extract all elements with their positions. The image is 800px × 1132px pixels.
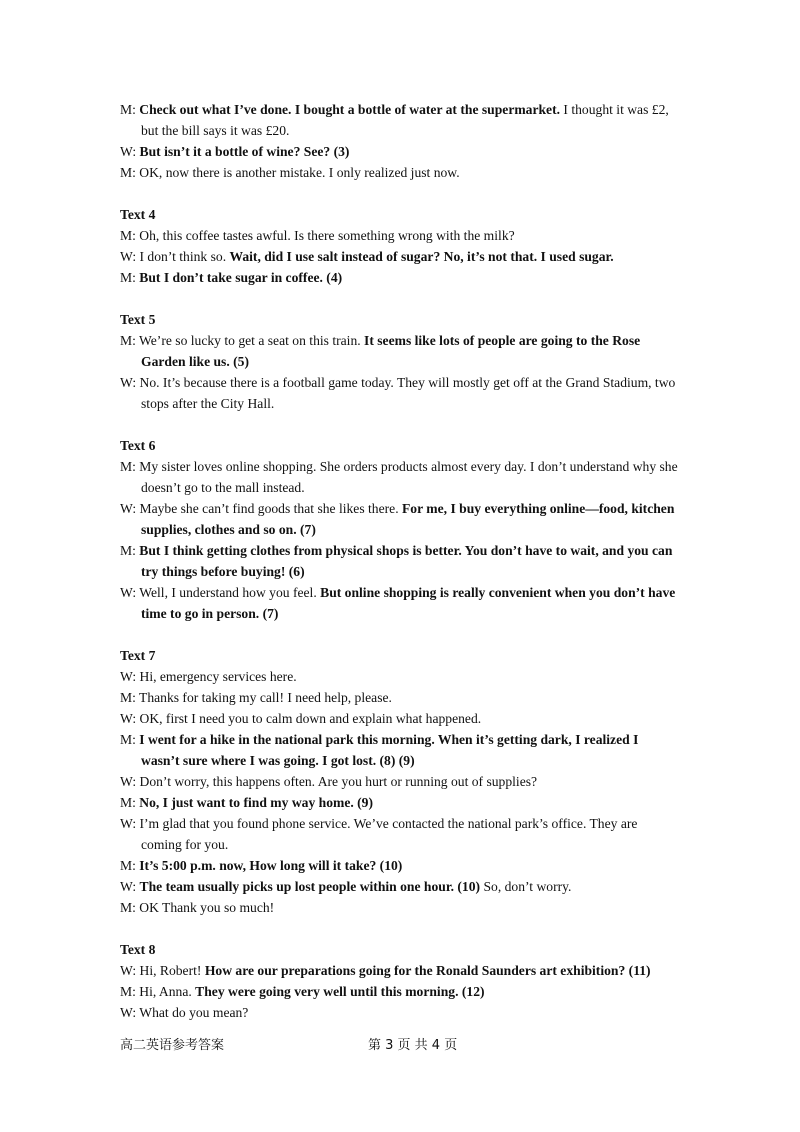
dialogue-line bbox=[120, 582, 680, 624]
dialogue-line bbox=[120, 498, 680, 540]
section-heading: Text 8 bbox=[120, 942, 156, 957]
answer-key-text: For me, I buy everything online—food, kitchen supplies, clothes and so on. (7) bbox=[141, 501, 675, 537]
dialogue-line bbox=[120, 456, 680, 498]
dialogue-text: M: OK Thank you so much! bbox=[120, 900, 275, 915]
footer-page-number: 第 3 页 共 4 页 bbox=[368, 1038, 458, 1053]
section-heading: Text 6 bbox=[120, 438, 156, 453]
dialogue-text: M: Hi, Anna. bbox=[120, 984, 196, 999]
dialogue-text: M: Thanks for taking my call! I need help, please. bbox=[120, 690, 392, 705]
dialogue-text: W: bbox=[120, 144, 140, 159]
dialogue-text: M: bbox=[120, 270, 140, 285]
footer-document-title: 高二英语参考答案 bbox=[120, 1038, 225, 1053]
dialogue-line bbox=[120, 225, 680, 246]
section-gap bbox=[120, 414, 680, 435]
dialogue-line bbox=[120, 792, 680, 813]
dialogue-line bbox=[120, 687, 680, 708]
dialogue-line bbox=[120, 330, 680, 372]
answer-key-text: They were going very well until this morning. (12) bbox=[195, 984, 485, 999]
answer-key-text: I went for a hike in the national park this morning. When it’s getting dark, I realized I wasn’t sure where I was going. I got lost. (8) (9) bbox=[139, 732, 639, 768]
answer-key-text: But online shopping is really convenient when you don’t have time to go in person. (7) bbox=[141, 585, 676, 621]
dialogue-text: W: Hi, emergency services here. bbox=[120, 669, 297, 684]
answer-key-text: It seems like lots of people are going to the Rose Garden like us. (5) bbox=[141, 333, 641, 369]
answer-key-text: The team usually picks up lost people within one hour. (10) bbox=[139, 879, 481, 894]
dialogue-line bbox=[120, 708, 680, 729]
dialogue-text: M: My sister loves online shopping. She orders products almost every day. I don’t understand why she doesn’t go to the mall instead. bbox=[120, 459, 678, 495]
dialogue-text: W: No. It’s because there is a football game today. They will mostly get off at the Grand Stadium, two stops after the City Hall. bbox=[120, 375, 676, 411]
answer-key-text: It’s 5:00 p.m. now, How long will it take? (10) bbox=[139, 858, 403, 873]
answer-key-text: But I think getting clothes from physical shops is better. You don’t have to wait, and you can try things before buying! (6) bbox=[139, 543, 673, 579]
dialogue-text: I thought it was £2, but the bill says it was £20. bbox=[141, 102, 669, 138]
dialogue-line bbox=[120, 666, 680, 687]
dialogue-line bbox=[120, 267, 680, 288]
dialogue-text: M: bbox=[120, 543, 140, 558]
dialogue-text: W: What do you mean? bbox=[120, 1005, 249, 1020]
dialogue-text: M: We’re so lucky to get a seat on this train. bbox=[120, 333, 365, 348]
dialogue-line bbox=[120, 729, 680, 771]
answer-transcript bbox=[120, 99, 680, 1023]
section-heading: Text 7 bbox=[120, 648, 156, 663]
dialogue-line bbox=[120, 540, 680, 582]
dialogue-line bbox=[120, 855, 680, 876]
answer-key-text: No, I just want to find my way home. (9) bbox=[139, 795, 374, 810]
dialogue-text: W: Well, I understand how you feel. bbox=[120, 585, 321, 600]
dialogue-line bbox=[120, 960, 680, 981]
dialogue-text: M: bbox=[120, 102, 140, 117]
dialogue-text: W: Don’t worry, this happens often. Are you hurt or running out of supplies? bbox=[120, 774, 538, 789]
dialogue-text: M: bbox=[120, 732, 140, 747]
dialogue-line bbox=[120, 897, 680, 918]
dialogue-text: W: Hi, Robert! bbox=[120, 963, 205, 978]
dialogue-text: W: I don’t think so. bbox=[120, 249, 230, 264]
dialogue-text: M: bbox=[120, 858, 140, 873]
answer-key-text: How are our preparations going for the Ronald Saunders art exhibition? (11) bbox=[204, 963, 651, 978]
dialogue-line bbox=[120, 162, 680, 183]
section-heading: Text 4 bbox=[120, 207, 156, 222]
dialogue-line bbox=[120, 1002, 680, 1023]
dialogue-text: So, don’t worry. bbox=[480, 879, 572, 894]
dialogue-text: M: Oh, this coffee tastes awful. Is there something wrong with the milk? bbox=[120, 228, 515, 243]
dialogue-line bbox=[120, 372, 680, 414]
answer-key-text: Check out what I’ve done. I bought a bottle of water at the supermarket. bbox=[139, 102, 561, 117]
dialogue-text: W: Maybe she can’t find goods that she likes there. bbox=[120, 501, 402, 516]
dialogue-line bbox=[120, 141, 680, 162]
section-gap bbox=[120, 624, 680, 645]
dialogue-line bbox=[120, 246, 680, 267]
answer-key-text: Wait, did I use salt instead of sugar? No, it’s not that. I used sugar. bbox=[229, 249, 614, 264]
dialogue-line bbox=[120, 771, 680, 792]
dialogue-text: W: bbox=[120, 879, 140, 894]
section-gap bbox=[120, 183, 680, 204]
dialogue-text: W: OK, first I need you to calm down and explain what happened. bbox=[120, 711, 482, 726]
answer-key-text: But I don’t take sugar in coffee. (4) bbox=[139, 270, 343, 285]
dialogue-line bbox=[120, 99, 680, 141]
dialogue-line bbox=[120, 981, 680, 1002]
dialogue-text: W: I’m glad that you found phone service. We’ve contacted the national park’s office. They are coming for you. bbox=[120, 816, 638, 852]
section-gap bbox=[120, 288, 680, 309]
dialogue-line bbox=[120, 813, 680, 855]
dialogue-text: M: bbox=[120, 795, 140, 810]
dialogue-line bbox=[120, 876, 680, 897]
section-gap bbox=[120, 918, 680, 939]
answer-key-text: But isn’t it a bottle of wine? See? (3) bbox=[139, 144, 350, 159]
dialogue-text: M: OK, now there is another mistake. I only realized just now. bbox=[120, 165, 460, 180]
section-heading: Text 5 bbox=[120, 312, 156, 327]
